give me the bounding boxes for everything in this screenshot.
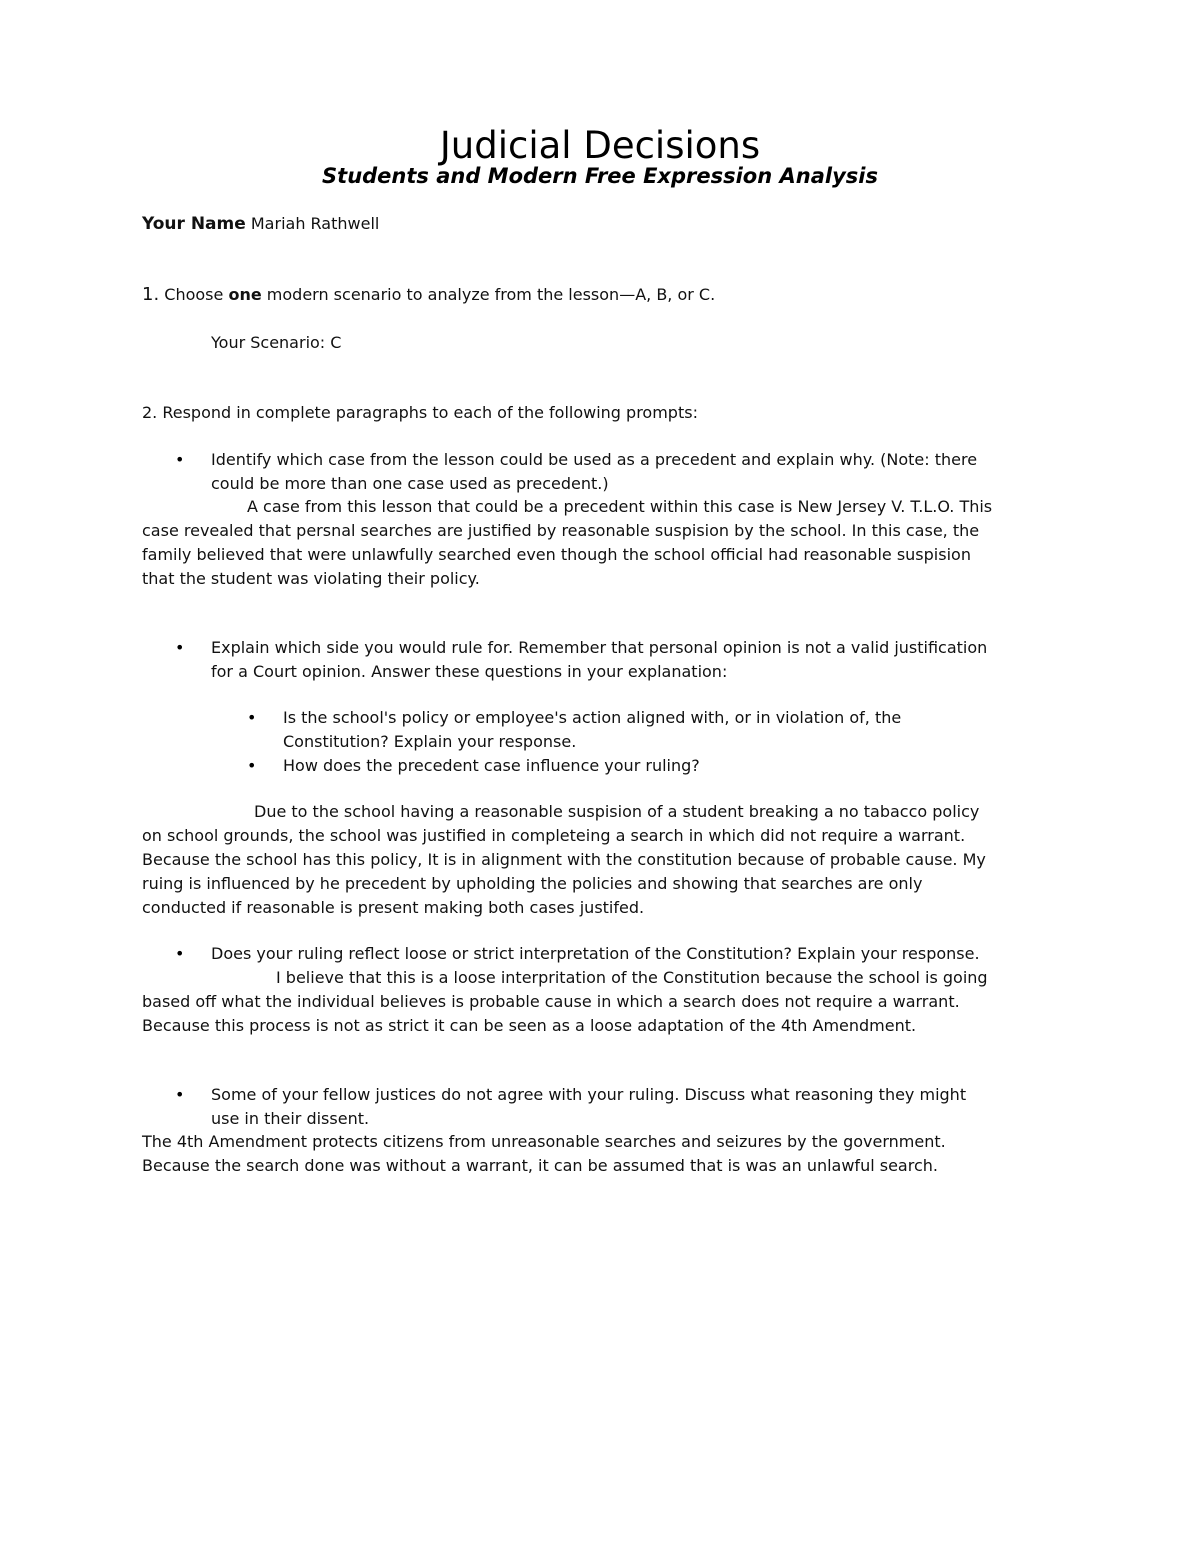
bullet-icon: • [175, 944, 185, 963]
answer-line: The 4th Amendment protects citizens from unreasonable searches and seizures by the government. [142, 1132, 946, 1151]
prompt-2-sub-1-line-1: Is the school's policy or employee's action aligned with, or in violation of, the [283, 708, 902, 727]
answer-line: based off what the individual believes is probable cause in which a search does not require a warrant. [142, 992, 960, 1011]
prompt-2-sub-2: How does the precedent case influence your ruling? [283, 756, 700, 775]
name-label: Your Name [142, 214, 246, 234]
prompt-3-answer [142, 966, 1072, 1038]
name-line [142, 212, 379, 236]
prompt-1-line-2: could be more than one case used as precedent.) [211, 474, 609, 493]
prompt-3-line-1: Does your ruling reflect loose or strict interpretation of the Constitution? Explain your response. [211, 944, 980, 963]
answer-line: I believe that this is a loose interpritation of the Constitution because the school is going [276, 968, 988, 987]
answer-line: ruing is influenced by he precedent by upholding the policies and showing that searches are only [142, 874, 923, 893]
question-1 [142, 283, 715, 307]
question-1-number: 1. [142, 284, 160, 305]
answer-line: Due to the school having a reasonable suspision of a student breaking a no tabacco policy [254, 802, 980, 821]
question-1-bold-word: one [228, 285, 262, 304]
prompt-4-line-2: use in their dissent. [211, 1109, 370, 1128]
answer-line: case revealed that persnal searches are justified by reasonable suspision by the school. In this case, the [142, 521, 980, 540]
answer-line: on school grounds, the school was justified in completeing a search in which did not require a warrant. [142, 826, 966, 845]
document-title: Judicial Decisions [439, 124, 761, 167]
bullet-icon: • [247, 708, 257, 727]
bullet-icon: • [175, 638, 185, 657]
bullet-icon: • [175, 450, 185, 469]
question-1-text-before: Choose [164, 285, 224, 304]
answer-line: Because the search done was without a warrant, it can be assumed that is was an unlawful search. [142, 1156, 938, 1175]
answer-line: that the student was violating their policy. [142, 569, 480, 588]
prompt-1-answer [142, 495, 1072, 591]
scenario-line: Your Scenario: C [211, 333, 342, 352]
answer-line: Because this process is not as strict it can be seen as a loose adaptation of the 4th Amendment. [142, 1016, 917, 1035]
answer-line: conducted if reasonable is present making both cases justifed. [142, 898, 645, 917]
answer-line: Because the school has this policy, It is in alignment with the constitution because of probable cause. My [142, 850, 986, 869]
bullet-icon: • [175, 1085, 185, 1104]
question-2-intro: 2. Respond in complete paragraphs to each of the following prompts: [142, 403, 698, 422]
prompt-4-answer [142, 1130, 1072, 1178]
document-subtitle: Students and Modern Free Expression Analysis [322, 164, 878, 188]
answer-line: A case from this lesson that could be a precedent within this case is New Jersey V. T.L.O. This [247, 497, 993, 516]
bullet-icon: • [247, 756, 257, 775]
prompt-2-line-2: for a Court opinion. Answer these questions in your explanation: [211, 662, 728, 681]
prompt-4-line-1: Some of your fellow justices do not agree with your ruling. Discuss what reasoning they might [211, 1085, 967, 1104]
name-value: Mariah Rathwell [250, 214, 380, 233]
question-1-text-after: modern scenario to analyze from the lesson—A, B, or C. [266, 285, 716, 304]
prompt-2-sub-1-line-2: Constitution? Explain your response. [283, 732, 577, 751]
answer-line: family believed that were unlawfully searched even though the school official had reasonable suspision [142, 545, 971, 564]
prompt-1-line-1: Identify which case from the lesson could be used as a precedent and explain why. (Note: there [211, 450, 978, 469]
prompt-2-answer [142, 800, 1072, 920]
prompt-2-line-1: Explain which side you would rule for. Remember that personal opinion is not a valid justification [211, 638, 988, 657]
